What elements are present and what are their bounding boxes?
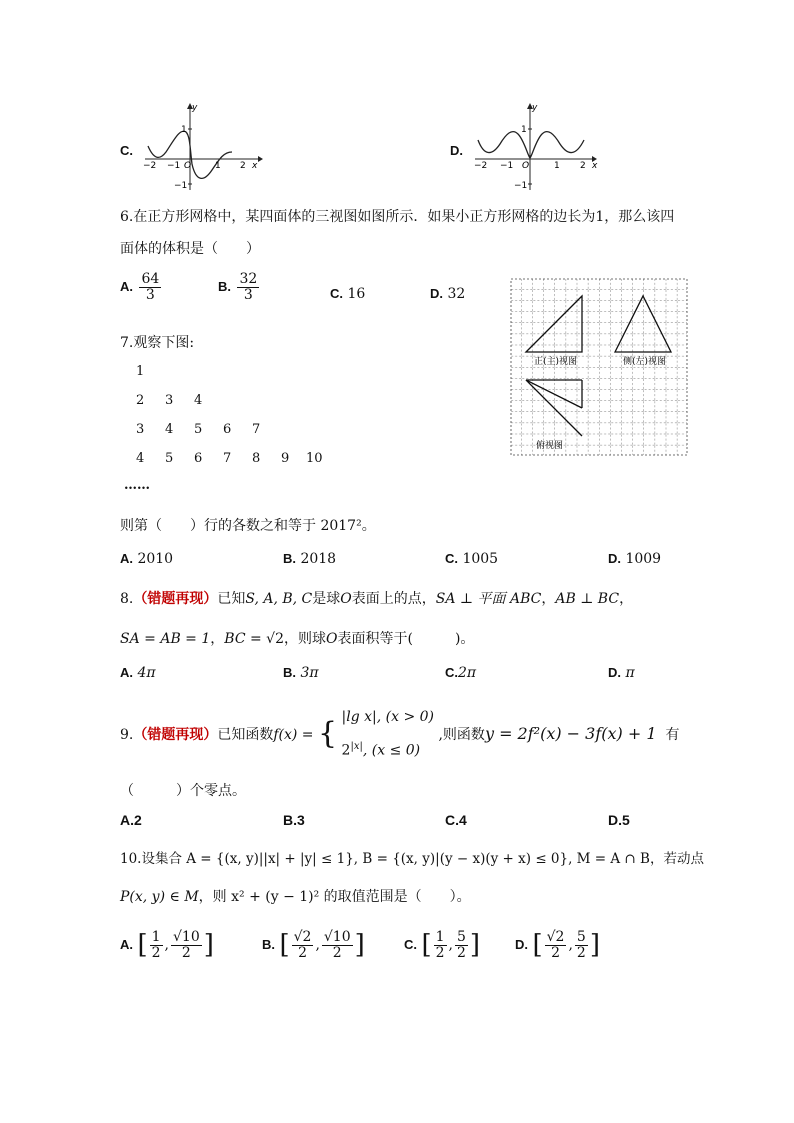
q7-r2-c1: 2 [136, 393, 145, 408]
q6-option-d-value: 32 [447, 286, 466, 302]
q7-ellipsis: …… [124, 478, 150, 493]
q8-text-a: 已知 [217, 591, 246, 607]
q9-option-b-label: B. [283, 812, 297, 828]
q8-tag: （错题再现） [133, 591, 218, 607]
q7-option-a-label: A. [120, 551, 133, 566]
q6-option-b [218, 272, 261, 302]
q9-option-d-label: D. [608, 812, 622, 828]
q10-option-c-label: C. [404, 937, 417, 953]
q7-option-a-value: 2010 [137, 551, 174, 567]
q6-option-d [430, 286, 465, 302]
q5-c-ylabel: y [192, 103, 198, 113]
q7-option-d [608, 551, 661, 567]
q10-option-d-label: D. [515, 937, 528, 953]
q8-comma1: ， [541, 591, 556, 607]
q10-a-n2: √10 [172, 929, 200, 945]
q6-a-den: 3 [145, 286, 155, 303]
q9-option-a [120, 812, 142, 828]
q7-r3-c5: 7 [252, 422, 261, 437]
q10-a-d1: 2 [151, 944, 161, 961]
q5-c-x1: 1 [215, 161, 221, 171]
q6-b-den: 3 [243, 286, 253, 303]
q5-d-yneg1: −1 [514, 181, 528, 191]
q5-option-d-curve [478, 132, 584, 158]
q9-has: 有 [665, 726, 680, 743]
q8-sphere2: O [326, 631, 338, 647]
q10-d-d2: 2 [576, 944, 586, 961]
q10-option-c: C. [ $\frac{1}{2}$ , $\frac{5}{2}$ ] [404, 929, 481, 961]
q9-case2 [342, 732, 434, 766]
q10-d-n2: 5 [576, 929, 586, 945]
q8-option-d-value: π [625, 665, 635, 681]
q9-piecewise [342, 702, 434, 766]
q9-case2-base: 2 [341, 742, 351, 759]
q10-c-d1: 2 [435, 944, 445, 961]
q5-c-yneg1: −1 [174, 181, 188, 191]
q8-cond4b: √2 [266, 631, 284, 647]
q8-comma3: ， [210, 631, 225, 647]
q7-r2-c3: 4 [194, 393, 203, 408]
q7-title: 7.观察下图: [120, 335, 195, 351]
q7-option-c [445, 551, 498, 567]
q7-option-a [120, 551, 173, 567]
q7-r4-c1: 4 [136, 451, 145, 466]
q5-d-xm2: −2 [474, 161, 488, 171]
q7-r3-c2: 4 [165, 422, 174, 437]
front-view-label: 正(主)视图 [534, 357, 578, 367]
q10-a-n1: 1 [151, 929, 161, 945]
q8-option-c [445, 665, 476, 681]
q7-r3-c3: 5 [194, 422, 203, 437]
q5-d-x1: 1 [554, 161, 560, 171]
q10-d-n1: √2 [546, 929, 565, 945]
q7-option-c-label: C. [445, 551, 458, 566]
q8-number: 8. [120, 591, 134, 607]
q8-option-c-label: C. [445, 665, 458, 680]
q8-option-b-label: B. [283, 665, 296, 680]
q6-option-a [120, 272, 163, 302]
q7-r4-c5: 8 [252, 451, 261, 466]
q10-stem-line2 [120, 886, 471, 906]
q5-d-origin: O [522, 161, 530, 171]
q9-then: ,则函数 [438, 726, 485, 743]
q5-c-y1: 1 [181, 125, 187, 135]
q9-brace: { [318, 715, 338, 751]
q8-option-d [608, 665, 635, 681]
q10-option-a-label: A. [120, 937, 133, 953]
q8-text-c: 表面上的点， [351, 591, 436, 607]
q7-r4-c6: 9 [281, 451, 290, 466]
q5-option-c-graph [140, 100, 265, 195]
q7-r4-c7: 10 [306, 451, 323, 466]
q8-option-a-label: A. [120, 665, 133, 680]
q6-stem-line1: 6.在正方形网格中，某四面体的三视图如图所示．如果小正方形网格的边长为1，那么该四 [120, 209, 675, 225]
q9-stem-line2: （ ）个零点。 [120, 783, 246, 799]
q10-c-d2: 2 [456, 944, 466, 961]
q9-option-a-value: 2 [134, 812, 142, 828]
q10-point: P(x, y) ∈ M [120, 889, 199, 905]
q7-option-d-value: 1009 [625, 551, 662, 567]
side-view-label: 侧(左)视图 [623, 357, 667, 367]
q5-option-d-label: D. [450, 143, 463, 158]
q6-option-d-label: D. [430, 286, 443, 301]
q7-r4-c3: 6 [194, 451, 203, 466]
q9-option-b [283, 812, 305, 828]
q9-option-d-value: 5 [622, 812, 630, 828]
q6-option-c-value: 16 [347, 286, 366, 302]
q7-option-b-value: 2018 [300, 551, 337, 567]
q9-tag: （错题再现） [133, 726, 218, 743]
q9-option-c-value: 4 [459, 812, 467, 828]
q9-option-d [608, 812, 630, 828]
q8-text-d: ，则球 [284, 631, 326, 647]
q9-option-c-label: C. [445, 812, 459, 828]
q8-cond4a: BC = [224, 631, 267, 647]
q10-c-n2: 5 [456, 929, 466, 945]
q8-text-e: 表面积等于( )。 [337, 631, 475, 647]
q7-option-d-label: D. [608, 551, 621, 566]
q10-option-b-label: B. [262, 937, 275, 953]
q8-sphere: O [340, 591, 352, 607]
q8-text-b: 是球 [312, 591, 341, 607]
q8-cond2: AB ⊥ BC [555, 591, 620, 607]
q7-r3-c1: 3 [136, 422, 145, 437]
q7-option-b-label: B. [283, 551, 296, 566]
q8-stem-line1 [120, 588, 633, 608]
q8-stem-line2 [120, 628, 474, 648]
q6-option-c [330, 286, 365, 302]
q8-option-b-value: 3π [300, 665, 319, 681]
q5-d-xlabel: x [592, 161, 598, 171]
q5-c-xm2: −2 [143, 161, 157, 171]
q8-cond3: SA = AB = 1 [120, 631, 211, 647]
q7-option-c-value: 1005 [462, 551, 499, 567]
q6-a-num: 64 [141, 271, 160, 287]
q9-number: 9. [120, 726, 134, 743]
q10-b-n2: √10 [323, 929, 351, 945]
q10-c-n1: 1 [435, 929, 445, 945]
q9-intro: 已知函数 [217, 726, 274, 743]
q7-r3-c4: 6 [223, 422, 232, 437]
q5-option-d-graph [470, 100, 600, 195]
q5-d-ylabel: y [532, 103, 538, 113]
top-view-label: 俯视图 [536, 441, 564, 451]
q9-case1: |lg x|, (x > 0) [341, 709, 435, 725]
q5-c-origin: O [184, 161, 192, 171]
q9-option-a-label: A. [120, 812, 134, 828]
q8-cond1: SA ⊥ 平面 ABC [435, 591, 542, 607]
q5-c-x2: 2 [240, 161, 246, 171]
q5-d-xm1: −1 [500, 161, 514, 171]
q7-option-b [283, 551, 336, 567]
q10-d-d1: 2 [551, 944, 560, 961]
q8-points: S, A, B, C [245, 591, 313, 607]
q7-r2-c2: 3 [165, 393, 174, 408]
q9-fx: f(x) = [273, 726, 314, 743]
q7-r1-c1: 1 [136, 364, 145, 379]
q6-option-a-label: A. [120, 279, 133, 295]
q10-b-d1: 2 [298, 944, 307, 961]
q8-comma2: ， [619, 591, 634, 607]
q5-d-y1: 1 [521, 125, 527, 135]
q6-option-c-label: C. [330, 286, 343, 301]
q9-option-b-value: 3 [297, 812, 305, 828]
q8-option-b [283, 665, 319, 681]
q9-case2-rest: , (x ≤ 0) [362, 742, 421, 759]
q10-option-a: A. [ $\frac{1}{2}$ , $\frac{√10}{2}$ ] [120, 929, 214, 961]
q10-option-b: B. [ $\frac{√2}{2}$ , $\frac{√10}{2}$ ] [262, 929, 365, 961]
q10-a-d2: 2 [181, 944, 191, 961]
q9-stem-line1 [120, 702, 679, 760]
q9-case2-exp: |x| [350, 741, 363, 752]
q7-r4-c2: 5 [165, 451, 174, 466]
q10-b-d2: 2 [332, 944, 342, 961]
q8-option-a-value: 4π [137, 665, 156, 681]
q6-option-b-label: B. [218, 279, 231, 295]
q10-stem-line1: 10.设集合 A = {(x, y)||x| + |y| ≤ 1}, B = {(x, y)|(y − x)(y + x) ≤ 0}, M = A ∩ B，若动点 [120, 851, 704, 867]
q5-option-c-label: C. [120, 143, 133, 158]
q10-question: ，则 x² + (y − 1)² 的取值范围是（ ）。 [198, 889, 471, 905]
q10-b-n1: √2 [293, 929, 312, 945]
q6-b-num: 32 [239, 271, 258, 287]
q9-function-y: y = 2f²(x) − 3f(x) + 1 [484, 723, 657, 743]
q6-stem-line2: 面体的体积是（ ） [120, 241, 260, 257]
q9-option-c [445, 812, 467, 828]
q5-c-xlabel: x [252, 161, 258, 171]
q8-option-c-value: 2π [458, 665, 477, 681]
q7-question: 则第（ ）行的各数之和等于 2017²。 [120, 518, 376, 534]
q5-d-x2: 2 [580, 161, 586, 171]
q8-option-d-label: D. [608, 665, 621, 680]
q10-option-d: D. [ $\frac{√2}{2}$ , $\frac{5}{2}$ ] [515, 929, 600, 961]
q7-r4-c4: 7 [223, 451, 232, 466]
q5-c-xm1: −1 [167, 161, 181, 171]
three-view-figure [510, 278, 688, 456]
q8-option-a [120, 665, 156, 681]
